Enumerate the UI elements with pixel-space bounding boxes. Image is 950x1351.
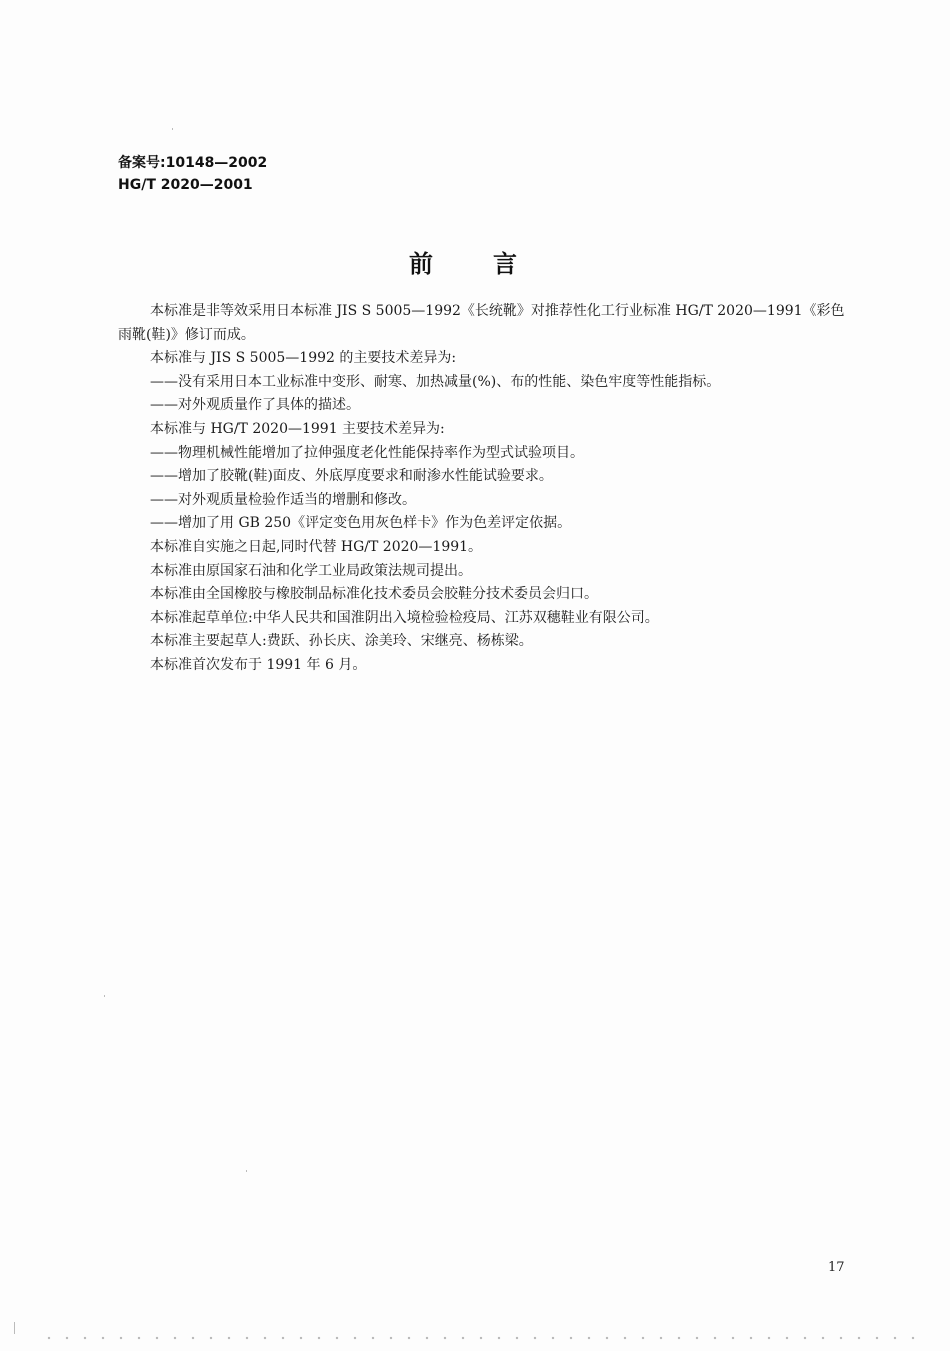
paragraph: 本标准由原国家石油和化学工业局政策法规司提出。 (150, 562, 472, 579)
scan-speck (104, 995, 105, 997)
paragraph: ——对外观质量作了具体的描述。 (150, 397, 360, 414)
paragraph: 本标准与 JIS S 5005—1992 的主要技术差异为: (150, 350, 457, 367)
scan-speck (246, 1170, 247, 1172)
page-number: 17 (828, 1260, 845, 1275)
scan-speck (14, 1322, 15, 1334)
paragraph: 本标准由全国橡胶与橡胶制品标准化技术委员会胶鞋分技术委员会归口。 (150, 586, 598, 603)
scan-speck (172, 128, 173, 130)
foreword-body (118, 300, 858, 678)
standard-header (118, 152, 267, 196)
paragraph: ——增加了用 GB 250《评定变色用灰色样卡》作为色差评定依据。 (150, 515, 572, 532)
paragraph: 本标准是非等效采用日本标准 JIS S 5005—1992《长统靴》对推荐性化工行业标准 HG/T 2020—1991《彩色雨靴(鞋)》修订而成。 (118, 303, 845, 343)
page-title: 前言 (409, 250, 577, 278)
paragraph: 本标准自实施之日起,同时代替 HG/T 2020—1991。 (150, 538, 483, 555)
paragraph: ——物理机械性能增加了拉伸强度老化性能保持率作为型式试验项目。 (150, 444, 584, 461)
paragraph: 本标准与 HG/T 2020—1991 主要技术差异为: (150, 420, 445, 437)
paragraph: ——对外观质量检验作适当的增删和修改。 (150, 491, 416, 508)
paragraph: 本标准首次发布于 1991 年 6 月。 (150, 656, 367, 673)
paragraph: ——没有采用日本工业标准中变形、耐寒、加热减量(%)、布的性能、染色牢度等性能指标。 (150, 373, 721, 390)
standard-code: HG/T 2020—2001 (118, 177, 253, 193)
scan-edge-dots (40, 1336, 920, 1340)
paragraph: 本标准起草单位:中华人民共和国淮阴出入境检验检疫局、江苏双穗鞋业有限公司。 (150, 609, 659, 626)
paragraph: ——增加了胶靴(鞋)面皮、外底厚度要求和耐渗水性能试验要求。 (150, 468, 553, 485)
paragraph: 本标准主要起草人:费跃、孙长庆、涂美玲、宋继亮、杨栋梁。 (150, 633, 533, 650)
record-number: 备案号:10148—2002 (118, 155, 268, 171)
